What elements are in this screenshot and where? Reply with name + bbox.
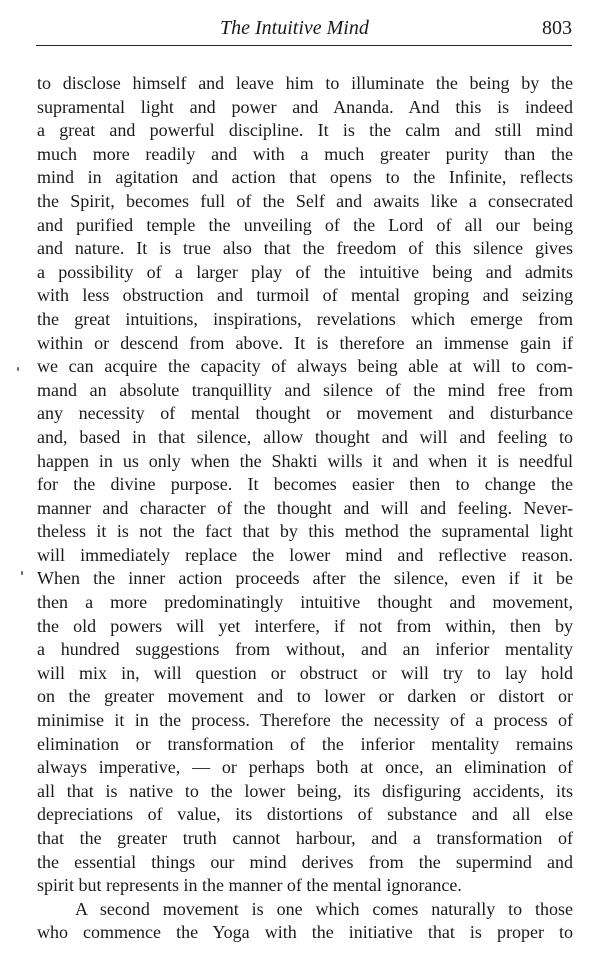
text-line: with less obstruction and turmoil of mental groping and seizing: [37, 285, 573, 306]
page-header: [0, 0, 600, 50]
text-line: When the inner action proceeds after the silence, even if it be: [37, 568, 573, 589]
text-line: a great and powerful discipline. It is the calm and still mind: [37, 120, 573, 141]
text-line: to disclose himself and leave him to illuminate the being by the: [37, 73, 573, 93]
text-line: and nature. It is true also that the freedom of this silence gives: [37, 238, 573, 259]
text-line: much more readily and with a much greater purity than the: [37, 143, 573, 164]
text-line: the Spirit, becomes full of the Self and awaits like a consecrated: [37, 190, 573, 211]
text-line: A second movement is one which comes naturally to those: [75, 898, 573, 919]
text-line: a possibility of a larger play of the intuitive being and admits: [37, 261, 573, 282]
text-line: that the greater truth cannot harbour, and a transformation of: [37, 828, 573, 848]
page-number: 803: [542, 17, 572, 39]
text-line: the essential things our mind derives from the supermind and: [37, 851, 573, 872]
text-line: supramental light and power and Ananda. And this is indeed: [37, 96, 573, 117]
text-line: always imperative, — or perhaps both at once, an elimination of: [37, 757, 573, 778]
text-line: on the greater movement and to lower or darken or distort or: [37, 686, 573, 707]
text-line: minimise it in the process. Therefore the necessity of a process of: [37, 710, 573, 731]
text-line: the old powers will yet interfere, if not from within, then by: [37, 615, 573, 636]
text-line: will immediately replace the lower mind and reflective reason.: [37, 544, 573, 565]
margin-speck: [21, 571, 23, 575]
text-line: theless it is not the fact that by this method the supramental light: [37, 521, 573, 542]
text-line: any necessity of mental thought or movement and disturbance: [37, 403, 573, 424]
text-line: happen in us only when the Shakti wills it and when it is needful: [37, 450, 573, 471]
text-line: depreciations of value, its distortions of substance and all else: [37, 804, 573, 825]
text-line: then a more predominatingly intuitive thought and movement,: [37, 592, 573, 613]
text-line: spirit but represents in the manner of the mental ignorance.: [37, 875, 462, 896]
text-line: within or descend from above. It is therefore an immense gain if: [37, 332, 573, 353]
text-line: a hundred suggestions from without, and an inferior mentality: [37, 639, 573, 660]
text-line: for the divine purpose. It becomes easier then to change the: [37, 474, 573, 495]
running-head: The Intuitive Mind: [220, 17, 369, 39]
text-line: who commence the Yoga with the initiative that is proper to: [37, 922, 573, 943]
text-line: all that is native to the lower being, its disfiguring accidents, its: [37, 780, 573, 801]
text-line: manner and character of the thought and will and feeling. Never-: [37, 497, 573, 518]
margin-speck: [17, 367, 19, 371]
text-line: and, based in that silence, allow thought and will and feeling to: [37, 426, 573, 447]
paragraph: [37, 72, 573, 898]
body-text: [37, 72, 573, 945]
text-line: mand an absolute tranquillity and silence of the mind free from: [37, 379, 573, 400]
paragraph: [37, 898, 573, 945]
text-line: will mix in, will question or obstruct or will try to lay hold: [37, 662, 573, 683]
text-line: and purified temple the unveiling of the Lord of all our being: [37, 214, 573, 235]
text-line: mind in agitation and action that opens to the Infinite, reflects: [37, 167, 573, 188]
text-line: we can acquire the capacity of always being able at will to com-: [37, 356, 573, 377]
header-rule: [36, 45, 572, 46]
text-line: the great intuitions, inspirations, revelations which emerge from: [37, 308, 573, 329]
text-line: elimination or transformation of the inferior mentality remains: [37, 733, 573, 754]
